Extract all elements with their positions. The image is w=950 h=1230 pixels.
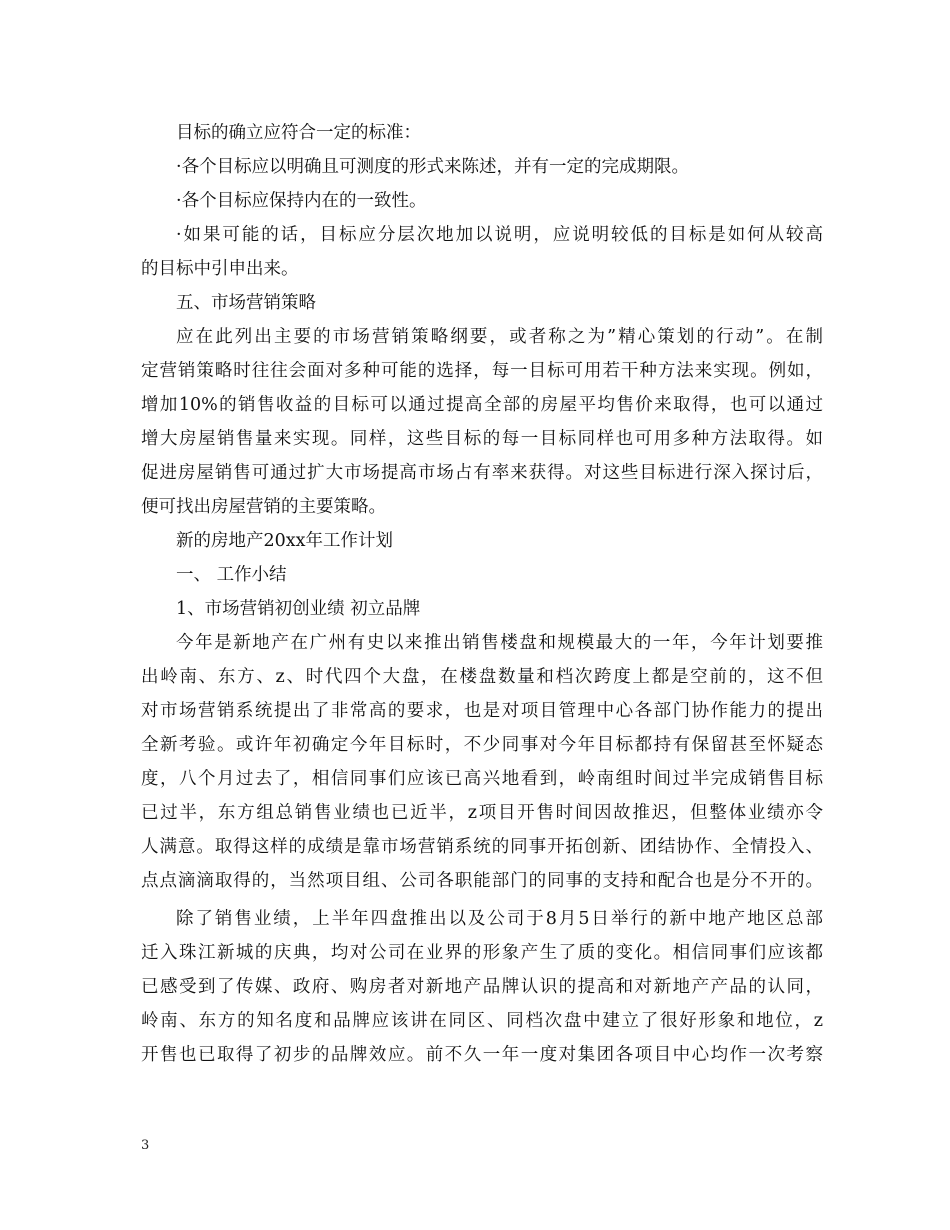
paragraph-line: 今年是新地产在广州有史以来推出销售楼盘和规模最大的一年，今年计划要推 xyxy=(176,633,823,653)
paragraph-line: 岭南、东方的知名度和品牌应该讲在同区、同档次盘中建立了很好形象和地位，z xyxy=(141,1011,823,1031)
paragraph-line: 应在此列出主要的市场营销策略纲要，或者称之为”精心策划的行动”。在制 xyxy=(176,327,823,347)
section-heading: 新的房地产20xx年工作计划 xyxy=(176,531,394,551)
paragraph-line: 定营销策略时往往会面对多种可能的选择，每一目标可用若干种方法来实现。例如， xyxy=(141,361,823,381)
paragraph-line: 点点滴滴取得的，当然项目组、公司各职能部门的同事的支持和配合也是分不开的。 xyxy=(141,871,823,891)
paragraph-line: 出岭南、东方、z、时代四个大盘，在楼盘数量和档次跨度上都是空前的，这不但 xyxy=(141,667,823,687)
paragraph-line: 增大房屋销售量来实现。同样，这些目标的每一目标同样也可用多种方法取得。如 xyxy=(141,429,823,449)
bullet-item: ·如果可能的话，目标应分层次地加以说明，应说明较低的目标是如何从较高 xyxy=(176,225,823,245)
paragraph-line: 已感受到了传媒、政府、购房者对新地产品牌认识的提高和对新地产产品的认同， xyxy=(141,977,823,997)
section-heading: 五、市场营销策略 xyxy=(176,293,316,313)
paragraph-line: 促进房屋销售可通过扩大市场提高市场占有率来获得。对这些目标进行深入探讨后， xyxy=(141,463,823,483)
paragraph-line: 除了销售业绩，上半年四盘推出以及公司于8月5日举行的新中地产地区总部 xyxy=(176,909,823,929)
paragraph-line: 增加10%的销售收益的目标可以通过提高全部的房屋平均售价来取得，也可以通过 xyxy=(141,395,823,415)
body-text xyxy=(141,116,823,1072)
page-number: 3 xyxy=(141,1138,150,1153)
paragraph-line: 迁入珠江新城的庆典，均对公司在业界的形象产生了质的变化。相信同事们应该都 xyxy=(141,943,823,963)
paragraph-line: 全新考验。或许年初确定今年目标时，不少同事对今年目标都持有保留甚至怀疑态 xyxy=(141,735,823,755)
bullet-item: ·各个目标应以明确且可测度的形式来陈述，并有一定的完成期限。 xyxy=(176,157,690,177)
paragraph-line: 目标的确立应符合一定的标准： xyxy=(176,123,421,143)
paragraph-line: 开售也已取得了初步的品牌效应。前不久一年一度对集团各项目中心均作一次考察 xyxy=(141,1045,823,1065)
section-heading: 一、 工作小结 xyxy=(176,565,287,585)
paragraph-line: 便可找出房屋营销的主要策略。 xyxy=(141,497,386,517)
paragraph-line: 度，八个月过去了，相信同事们应该已高兴地看到，岭南组时间过半完成销售目标 xyxy=(141,769,823,789)
paragraph-line: 已过半，东方组总销售业绩也已近半，z项目开售时间因故推迟，但整体业绩亦令 xyxy=(141,803,823,823)
paragraph-line: 对市场营销系统提出了非常高的要求，也是对项目管理中心各部门协作能力的提出 xyxy=(141,701,823,721)
paragraph-line: 的目标中引申出来。 xyxy=(141,259,299,279)
paragraph-line: 人满意。取得这样的成绩是靠市场营销系统的同事开拓创新、团结协作、全情投入、 xyxy=(141,837,823,857)
bullet-item: ·各个目标应保持内在的一致性。 xyxy=(176,191,427,211)
subsection-heading: 1、市场营销初创业绩 初立品牌 xyxy=(176,599,421,619)
